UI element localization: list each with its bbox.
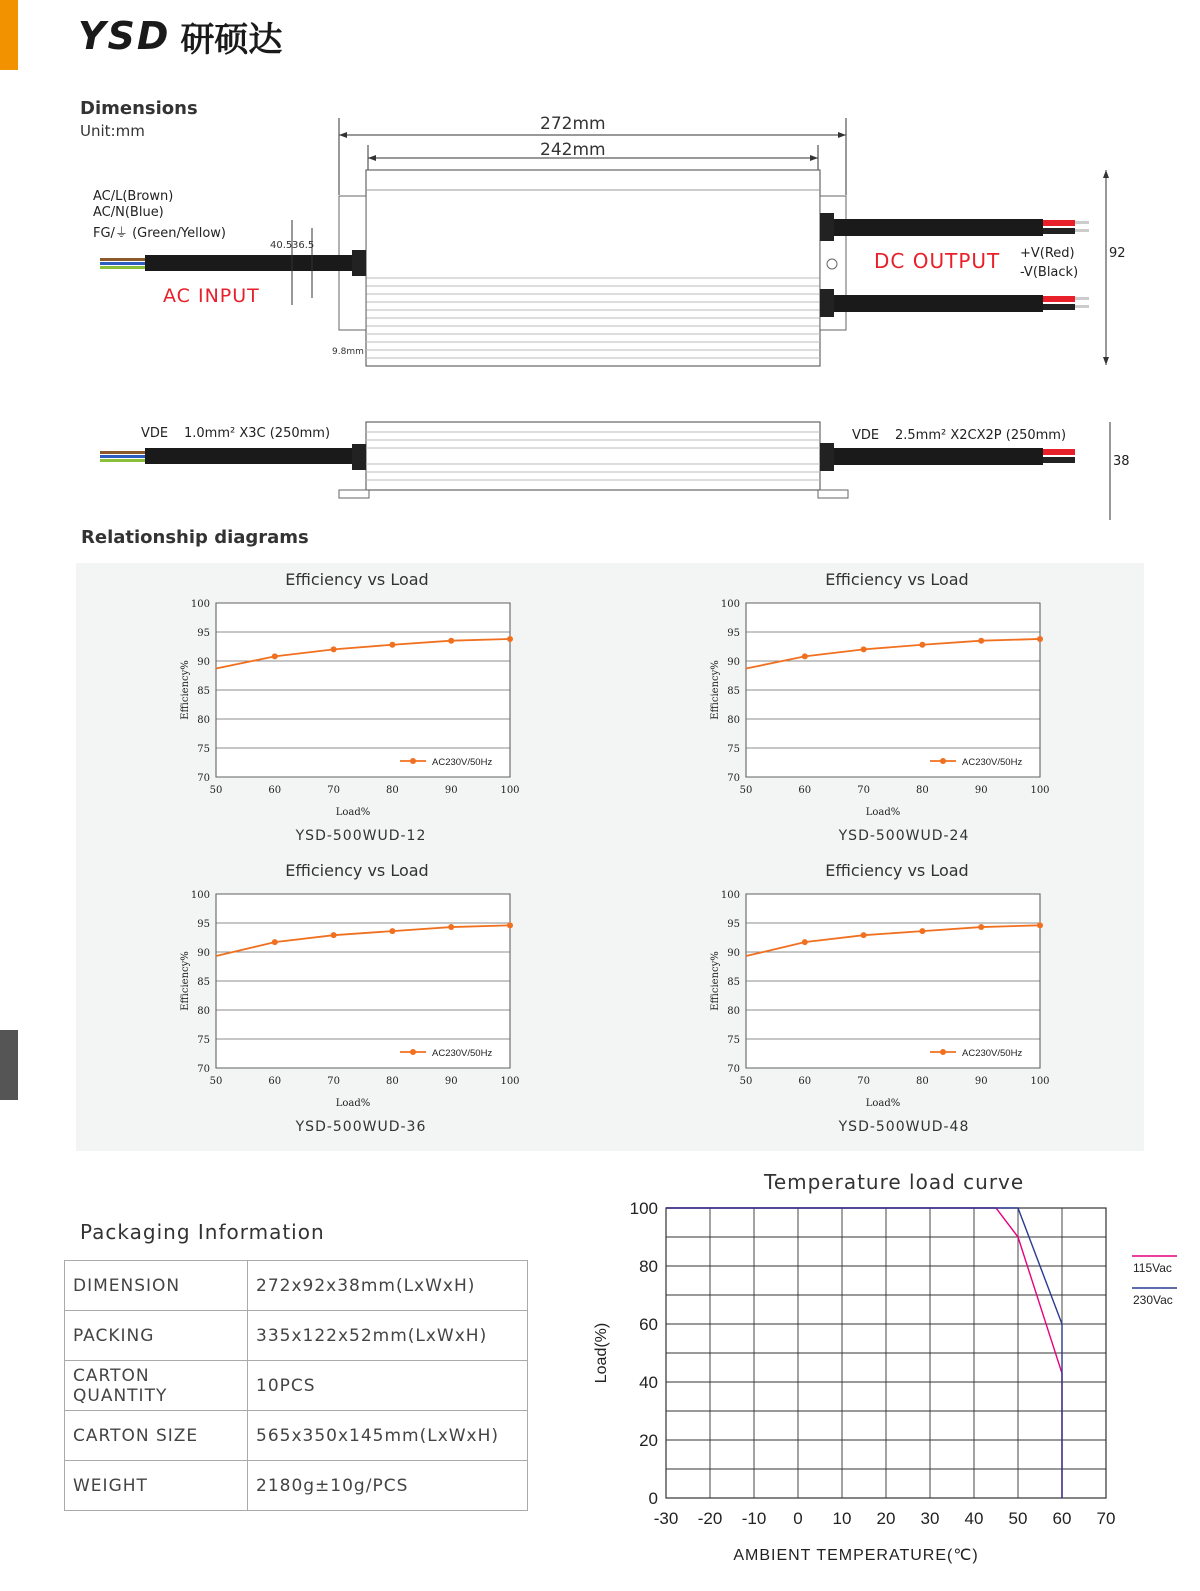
dc-wire-neg: -V(Black) xyxy=(1020,265,1079,280)
x-tick-label: 100 xyxy=(500,1076,520,1087)
y-tick-label: 100 xyxy=(720,890,740,901)
y-tick-label: 90 xyxy=(727,657,740,668)
y-tick-label: 85 xyxy=(727,686,740,697)
y-tick-label: 95 xyxy=(197,628,210,639)
x-tick-label: 90 xyxy=(444,1076,458,1087)
legend-label: AC230V/50Hz xyxy=(432,1048,493,1059)
x-tick-label: 50 xyxy=(209,785,223,796)
x-tick-label: 100 xyxy=(500,785,520,796)
y-tick-label: 75 xyxy=(197,1035,210,1046)
x-tick-label: 50 xyxy=(739,785,753,796)
data-point xyxy=(1037,922,1043,928)
y-tick-label: 20 xyxy=(639,1431,658,1450)
brand-logo xyxy=(78,14,282,58)
x-tick-label: 60 xyxy=(798,785,812,796)
x-tick-label: 40 xyxy=(964,1509,984,1528)
data-point xyxy=(448,638,454,644)
chart-4-title: Efficiency vs Load xyxy=(825,861,969,880)
y-tick-label: 40 xyxy=(639,1373,658,1392)
row-value: 565x350x145mm(LxWxH) xyxy=(248,1411,528,1461)
y-axis-label: Efficiency% xyxy=(180,951,191,1011)
y-tick-label: 80 xyxy=(197,1006,210,1017)
dimension-drawing xyxy=(0,100,1200,520)
row-label: WEIGHT xyxy=(65,1461,248,1511)
row-value: 10PCS xyxy=(248,1361,528,1411)
x-tick-label: 60 xyxy=(1052,1509,1072,1528)
x-tick-label: -20 xyxy=(697,1509,723,1528)
side-tab-bar xyxy=(0,1030,18,1100)
x-tick-label: 100 xyxy=(1030,785,1050,796)
length-body: 242mm xyxy=(540,140,606,160)
y-tick-label: 85 xyxy=(727,977,740,988)
legend-marker xyxy=(940,1049,946,1055)
legend-label: AC230V/50Hz xyxy=(962,757,1023,768)
data-point xyxy=(331,932,337,938)
x-tick-label: 70 xyxy=(1096,1509,1116,1528)
y-tick-label: 85 xyxy=(197,977,210,988)
x-tick-label: 0 xyxy=(793,1509,803,1528)
x-tick-label: 80 xyxy=(916,1076,929,1087)
x-tick-label: 60 xyxy=(268,785,282,796)
x-tick-label: 60 xyxy=(268,1076,282,1087)
x-tick-label: 60 xyxy=(798,1076,812,1087)
y-tick-label: 70 xyxy=(197,773,210,784)
row-label: CARTON QUANTITY xyxy=(65,1361,248,1411)
data-point xyxy=(978,924,984,930)
x-tick-label: 70 xyxy=(857,785,870,796)
y-tick-label: 90 xyxy=(727,948,740,959)
row-label: PACKING xyxy=(65,1311,248,1361)
data-point xyxy=(389,642,395,648)
dc-output-label: DC OUTPUT xyxy=(874,249,1001,273)
table-row xyxy=(65,1461,528,1511)
row-label: CARTON SIZE xyxy=(65,1411,248,1461)
y-tick-label: 75 xyxy=(727,1035,740,1046)
legend-label: 115Vac xyxy=(1133,1261,1172,1275)
accent-bar xyxy=(0,0,18,70)
data-point xyxy=(1037,636,1043,642)
data-point xyxy=(272,939,278,945)
y-tick-label: 70 xyxy=(727,1064,740,1075)
chart-1-model: YSD-500WUD-12 xyxy=(295,828,427,844)
y-tick-label: 80 xyxy=(727,715,740,726)
row-value: 2180g±10g/PCS xyxy=(248,1461,528,1511)
row-value: 335x122x52mm(LxWxH) xyxy=(248,1311,528,1361)
ac-wire-n: AC/N(Blue) xyxy=(93,205,164,220)
y-tick-label: 75 xyxy=(727,744,740,755)
table-row xyxy=(65,1261,528,1311)
packaging-table xyxy=(64,1260,528,1511)
chart-4-model: YSD-500WUD-48 xyxy=(838,1119,970,1135)
mount-dim-b: 36.5 xyxy=(292,240,315,251)
y-tick-label: 70 xyxy=(727,773,740,784)
y-axis-label: Load(%) xyxy=(593,1322,610,1384)
y-axis-label: Efficiency% xyxy=(180,660,191,720)
y-tick-label: 75 xyxy=(197,744,210,755)
x-axis-label: Load% xyxy=(335,1098,371,1109)
legend-marker xyxy=(410,1049,416,1055)
x-axis-label: Load% xyxy=(335,807,371,818)
x-axis-label: Load% xyxy=(865,1098,901,1109)
y-tick-label: 90 xyxy=(197,657,210,668)
temp-chart-title: Temperature load curve xyxy=(764,1170,1025,1194)
packaging-title: Packaging Information xyxy=(80,1220,325,1244)
data-point xyxy=(272,653,278,659)
chart-2-model: YSD-500WUD-24 xyxy=(838,828,970,844)
row-value: 272x92x38mm(LxWxH) xyxy=(248,1261,528,1311)
x-tick-label: -30 xyxy=(653,1509,679,1528)
legend-label: AC230V/50Hz xyxy=(432,757,493,768)
x-tick-label: -10 xyxy=(741,1509,767,1528)
logo-text: YSD xyxy=(78,14,171,58)
data-point xyxy=(507,922,513,928)
y-tick-label: 80 xyxy=(727,1006,740,1017)
x-tick-label: 90 xyxy=(974,785,988,796)
side-vde-left: VDE xyxy=(141,426,169,441)
x-tick-label: 50 xyxy=(209,1076,223,1087)
row-label: DIMENSION xyxy=(65,1261,248,1311)
thickness-dim: 38 xyxy=(1113,454,1130,469)
y-tick-label: 95 xyxy=(727,628,740,639)
legend-label: AC230V/50Hz xyxy=(962,1048,1023,1059)
chart-2-title: Efficiency vs Load xyxy=(825,570,969,589)
height-dim: 92 xyxy=(1109,246,1126,261)
table-row xyxy=(65,1411,528,1461)
y-tick-label: 80 xyxy=(197,715,210,726)
x-tick-label: 50 xyxy=(739,1076,753,1087)
y-tick-label: 80 xyxy=(639,1257,658,1276)
y-tick-label: 85 xyxy=(197,686,210,697)
legend-marker xyxy=(410,758,416,764)
data-point xyxy=(331,646,337,652)
x-tick-label: 80 xyxy=(386,1076,399,1087)
x-tick-label: 30 xyxy=(920,1509,940,1528)
side-vde-right: VDE xyxy=(852,428,880,443)
y-tick-label: 90 xyxy=(197,948,210,959)
hole-dim: 9.8mm xyxy=(332,347,364,357)
efficiency-chart-36 xyxy=(170,886,530,1116)
data-point xyxy=(802,939,808,945)
dc-wire-pos: +V(Red) xyxy=(1020,246,1075,261)
y-tick-label: 60 xyxy=(639,1315,658,1334)
x-axis-label: AMBIENT TEMPERATURE(℃) xyxy=(733,1547,979,1564)
temperature-load-chart xyxy=(580,1200,1200,1580)
y-tick-label: 100 xyxy=(190,890,210,901)
data-point xyxy=(919,642,925,648)
efficiency-chart-24 xyxy=(700,595,1060,825)
logo-cn: 研硕达 xyxy=(180,19,283,60)
x-tick-label: 70 xyxy=(857,1076,870,1087)
y-tick-label: 0 xyxy=(648,1489,658,1508)
x-tick-label: 80 xyxy=(386,785,399,796)
side-cable-right: 2.5mm² X2CX2P (250mm) xyxy=(895,428,1067,443)
efficiency-chart-12 xyxy=(170,595,530,825)
dimensions-title: Dimensions xyxy=(80,98,198,119)
y-tick-label: 70 xyxy=(197,1064,210,1075)
ac-input-label: AC INPUT xyxy=(163,285,260,307)
legend-marker xyxy=(940,758,946,764)
relationship-title: Relationship diagrams xyxy=(81,527,309,548)
data-point xyxy=(389,928,395,934)
x-tick-label: 70 xyxy=(327,1076,340,1087)
x-tick-label: 100 xyxy=(1030,1076,1050,1087)
ac-wire-fg: FG/⏚ (Green/Yellow) xyxy=(93,226,226,241)
x-tick-label: 50 xyxy=(1008,1509,1028,1528)
y-axis-label: Efficiency% xyxy=(710,660,721,720)
data-point xyxy=(802,653,808,659)
y-tick-label: 100 xyxy=(190,599,210,610)
y-tick-label: 100 xyxy=(720,599,740,610)
ac-wire-l: AC/L(Brown) xyxy=(93,189,174,204)
chart-3-model: YSD-500WUD-36 xyxy=(295,1119,427,1135)
mount-dim-a: 40.5 xyxy=(270,240,293,251)
y-axis-label: Efficiency% xyxy=(710,951,721,1011)
data-point xyxy=(861,932,867,938)
x-tick-label: 70 xyxy=(327,785,340,796)
data-point xyxy=(919,928,925,934)
y-tick-label: 95 xyxy=(727,919,740,930)
x-tick-label: 20 xyxy=(876,1509,896,1528)
table-row xyxy=(65,1311,528,1361)
data-point xyxy=(448,924,454,930)
x-tick-label: 80 xyxy=(916,785,929,796)
y-tick-label: 95 xyxy=(197,919,210,930)
table-row xyxy=(65,1361,528,1411)
dimensions-unit: Unit:mm xyxy=(80,122,145,140)
data-point xyxy=(507,636,513,642)
length-total: 272mm xyxy=(540,114,606,134)
x-tick-label: 90 xyxy=(974,1076,988,1087)
side-cable-left: 1.0mm² X3C (250mm) xyxy=(184,426,331,441)
y-tick-label: 100 xyxy=(629,1200,658,1218)
data-point xyxy=(978,638,984,644)
chart-3-title: Efficiency vs Load xyxy=(285,861,429,880)
x-tick-label: 10 xyxy=(832,1509,852,1528)
efficiency-chart-48 xyxy=(700,886,1060,1116)
chart-1-title: Efficiency vs Load xyxy=(285,570,429,589)
x-tick-label: 90 xyxy=(444,785,458,796)
x-axis-label: Load% xyxy=(865,807,901,818)
legend-label: 230Vac xyxy=(1133,1293,1173,1307)
data-point xyxy=(861,646,867,652)
